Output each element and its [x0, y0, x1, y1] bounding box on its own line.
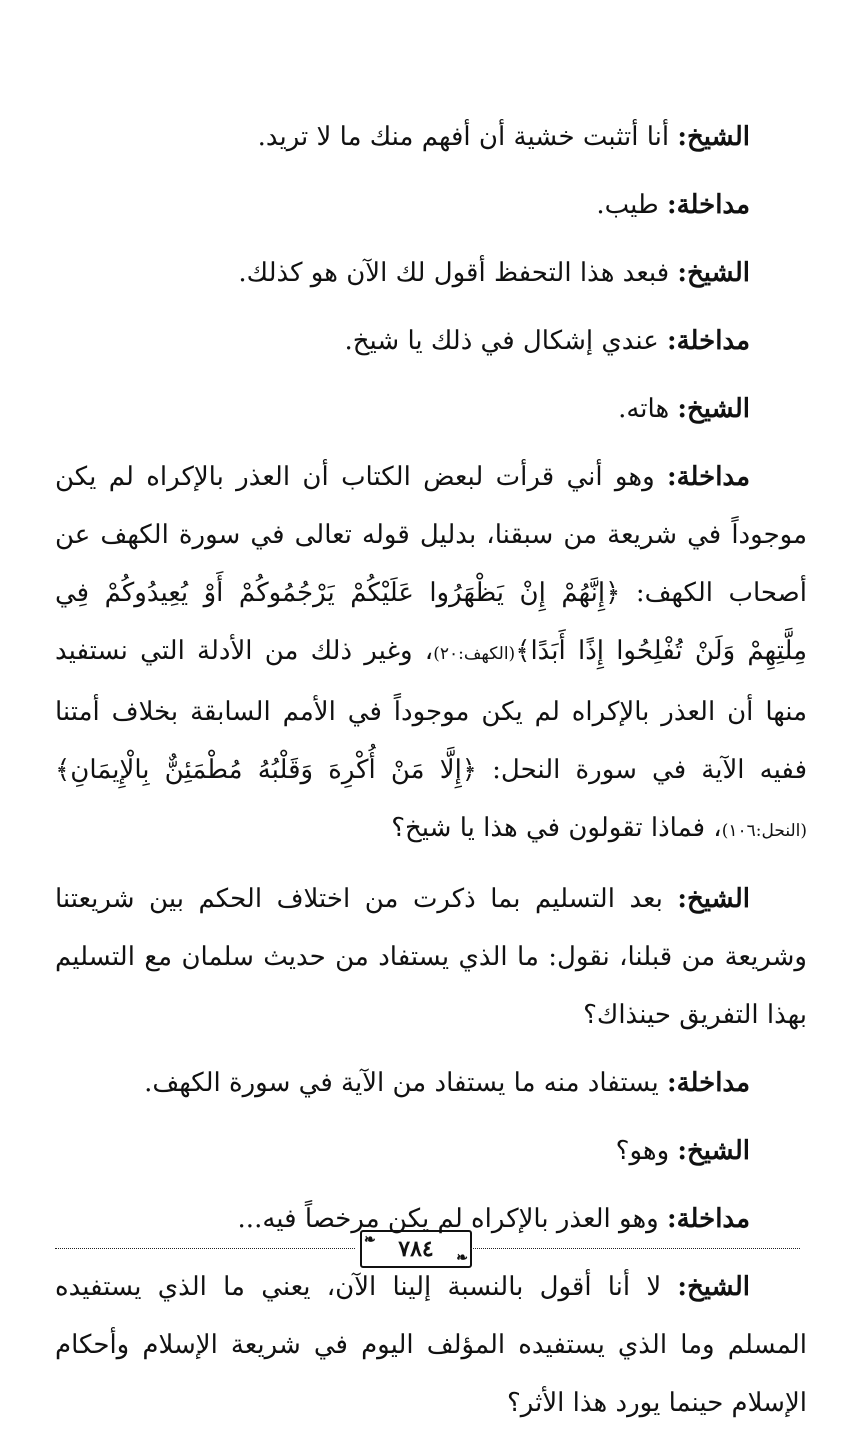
speaker-label: مداخلة:	[666, 190, 750, 220]
line-text: وهو؟	[615, 1136, 678, 1166]
ornament-icon: ❧	[364, 1232, 376, 1248]
speaker-label: الشيخ:	[677, 1272, 750, 1302]
verse-reference: (الكهف:٢٠)	[433, 644, 516, 664]
line-text: يستفاد منه ما يستفاد من الآية في سورة الكهف.	[144, 1068, 667, 1098]
line-text: وهو أني قرأت لبعض الكتاب أن العذر بالإكراه لم يكن موجوداً في شريعة من سبقنا، بدليل قوله تعالى في سورة الكهف عن أصحاب الكهف:	[55, 462, 807, 608]
ornament-icon: ❧	[456, 1250, 468, 1266]
line-text: أنا أتثبت خشية أن أفهم منك ما لا تريد.	[257, 122, 678, 152]
line-text: ، فماذا تقولون في هذا يا شيخ؟	[391, 813, 722, 843]
line-text: هاته.	[618, 394, 678, 424]
speaker-label: الشيخ:	[677, 1136, 750, 1166]
dialogue-line-11	[55, 1258, 807, 1432]
footer-divider-right	[470, 1248, 800, 1249]
line-text: وهو العذر بالإكراه لم يكن مرخصاً فيه...	[237, 1204, 667, 1234]
line-text: لا أنا أقول بالنسبة إلينا الآن، يعني ما الذي يستفيده المسلم وما الذي يستفيده المؤلف اليوم في شريعة الإسلام وأحكام الإسلام حينما يورد هذا الأثر؟	[55, 1272, 807, 1418]
footer-divider-left	[55, 1248, 355, 1249]
speaker-label: الشيخ:	[677, 258, 750, 288]
line-text: بعد التسليم بما ذكرت من اختلاف الحكم بين شريعتنا وشريعة من قبلنا، نقول: ما الذي يستفاد من حديث سلمان مع التسليم بهذا التفريق حينذاك؟	[55, 884, 807, 1030]
speaker-label: الشيخ:	[677, 394, 750, 424]
line-text: ، وغير ذلك من الأدلة التي نستفيد منها أن العذر بالإكراه لم يكن موجوداً في الأمم السابقة بخلاف أمتنا ففيه الآية في سورة النحل:	[55, 636, 807, 785]
line-text: عندي إشكال في ذلك يا شيخ.	[344, 326, 667, 356]
speaker-label: مداخلة:	[666, 462, 750, 492]
page-footer	[55, 1228, 800, 1268]
page-number: ٧٨٤	[398, 1236, 434, 1262]
dialogue-line-7	[55, 870, 807, 1044]
dialogue-line-4	[55, 312, 807, 370]
dialogue-line-8	[55, 1054, 807, 1112]
page-number-frame	[360, 1230, 472, 1268]
dialogue-line-5	[55, 380, 807, 438]
dialogue-line-3	[55, 244, 807, 302]
speaker-label: مداخلة:	[666, 326, 750, 356]
quran-verse: ﴿إِنَّهُمْ إِنْ يَظْهَرُوا عَلَيْكُمْ يَرْجُمُوكُمْ أَوْ يُعِيدُوكُمْ فِي مِلَّتِهِمْ وَلَنْ تُفْلِحُوا إِذًا أَبَدًا﴾	[55, 578, 807, 666]
speaker-label: مداخلة:	[666, 1068, 750, 1098]
line-text: طيب.	[596, 190, 667, 220]
dialogue-line-2	[55, 176, 807, 234]
dialogue-line-9	[55, 1122, 807, 1180]
line-text: فبعد هذا التحفظ أقول لك الآن هو كذلك.	[238, 258, 678, 288]
verse-reference: (النحل:١٠٦)	[721, 821, 807, 841]
dialogue-line-1	[55, 108, 807, 166]
speaker-label: مداخلة:	[666, 1204, 750, 1234]
speaker-label: الشيخ:	[677, 122, 750, 152]
speaker-label: الشيخ:	[677, 884, 750, 914]
quran-verse: ﴿إِلَّا مَنْ أُكْرِهَ وَقَلْبُهُ مُطْمَئِنٌّ بِالْإِيمَانِ﴾	[55, 755, 478, 785]
dialogue-line-6	[55, 448, 807, 860]
